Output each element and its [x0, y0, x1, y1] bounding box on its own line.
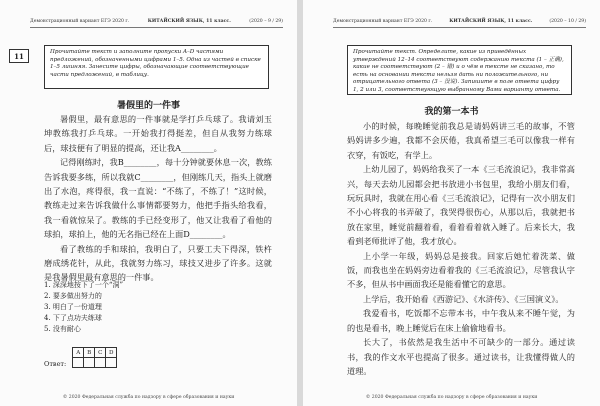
option: 2. 要多做出努力的: [44, 292, 102, 300]
paragraph: 上小学一年级，妈妈总是接我。回家后她忙着洗菜、做饭，而我也坐在妈妈旁边看着我的《三毛流浪记》，尽管我认字不多，但从书中画面我还是能看懂它的意思。: [347, 250, 575, 290]
answer-cell[interactable]: [73, 358, 84, 368]
answer-cell[interactable]: [106, 358, 117, 368]
question-number: 11: [9, 49, 29, 63]
page-right: [303, 0, 600, 406]
answer-cell[interactable]: [95, 358, 106, 368]
paragraph: 看了教练的手和球拍，我明白了，只要工夫下得深，铁杵磨成绣花针，从此，我就努力练习，球技又进步了许多。这就是我暑假里最有意思的一件事。: [44, 243, 272, 283]
paragraph: 上学后，我开始看《西游记》、《水浒传》、《三国演义》。: [363, 293, 564, 304]
text-title: 我的第一本书: [424, 107, 479, 117]
answer-col-header: C: [95, 348, 106, 358]
page-left: [0, 0, 297, 406]
header-right: (2020 – 9 / 29): [249, 19, 283, 24]
answer-col-header: B: [84, 348, 95, 358]
header-right: (2020 – 10 / 29): [549, 19, 586, 24]
text-body: [347, 119, 575, 378]
paragraph: 小的时候，每晚睡觉前我总是请妈妈讲三毛的故事，不管妈妈讲多少遍，我都不会厌倦，我真希望三毛可以像我一样有衣穿，有饭吃，有学上。: [347, 121, 575, 160]
instruction-box: Прочитайте текст и заполните пропуски A–D частями предложений, обозначенными цифрами 1–5. Одна из частей в списке 1–5 лишняя. Занесите цифры, обозначающие соответствующие части предложений, в таблицу.: [44, 45, 269, 89]
answer-area: [44, 347, 117, 368]
header-left: Демонстрационный вариант ЕГЭ 2020 г.: [333, 19, 433, 24]
instruction-box: Прочитайте текст. Определите, какие из приведённых утверждений 12–14 соответствуют содержанию текста (1 – 正确), какие не соответствуют (2 – 错) и о чём в тексте не сказано, то есть на основании текста нельзя дать ни положительного, ни отрицательного ответа (3 – 没说). Запишите в поле ответа цифру 1, 2 или 3, соответствующую выбранному Вами варианту ответа.: [347, 45, 572, 95]
option: 5. 没有耐心: [44, 325, 81, 333]
page-footer: © 2020 Федеральная служба по надзору в сфере образования и науки: [62, 395, 235, 400]
header-left: Демонстрационный вариант ЕГЭ 2020 г.: [30, 19, 130, 24]
paragraph: 我爱看书，吃饭都不忘带本书，中午我从来不睡午觉，为的也是看书，晚上睡觉后在床上偷偷地看书。: [347, 308, 575, 333]
text-title: 暑假里的一件事: [116, 101, 180, 111]
header-middle: КИТАЙСКИЙ ЯЗЫК, 11 класс.: [147, 19, 231, 24]
answer-cell[interactable]: [84, 358, 95, 368]
header-middle: КИТАЙСКИЙ ЯЗЫК, 11 класс.: [449, 19, 533, 24]
option: 3. 明白了一份道理: [44, 303, 102, 311]
option: 1. 深深地按下了一个“洞”: [44, 281, 124, 289]
page-footer: © 2020 Федеральная служба по надзору в сфере образования и науки: [365, 395, 538, 400]
options-list: [44, 280, 123, 335]
header-divider: [30, 27, 283, 28]
answer-col-header: D: [106, 348, 117, 358]
answer-col-header: A: [73, 348, 84, 358]
option: 4. 下了点功夫练球: [44, 314, 102, 322]
header-divider: [333, 27, 586, 28]
page-header: [30, 19, 283, 24]
text-body: [44, 112, 272, 285]
paragraph: 上幼儿园了，妈妈给我买了一本《三毛流浪记》，我非常高兴，每天去幼儿园都会把书放进小书包里，我给小朋友们看，玩玩具时，我就在用心看《三毛流浪记》，记得有一次小朋友们不小心将我的书弄破了，我哭得很伤心，从那以后，我就把书放在家里，睡觉前翻着看，看着看着就入睡了。后来长大，我看到老师批评了他，我才放心。: [347, 164, 575, 247]
answer-label: Ответ:: [44, 360, 67, 368]
paragraph: 记得刚练时，我B________，每十分钟就要休息一次，教练告诉我要多练，所以我就C________，但刚练几天，指头上就磨出了水泡，疼得很，我一直说：“不练了，不练了！”这时候，教练走过来告诉我做什么事情都要努力，他把手指头给我看，我一看就惊呆了。教练的手已经变形了，他又让我看了看他的球拍，球拍上，他的无名指已经在上面D________。: [44, 157, 272, 240]
paragraph: 长大了，书依然是我生活中不可缺少的一部分。通过读书，我的作文水平也提高了很多。通过读书，让我懂得做人的道理。: [347, 337, 575, 376]
page-header: [333, 19, 586, 24]
paragraph: 暑假里，最有意思的一件事就是学打乒乓球了。我请刘玉坤教练我打乒乓球。一开始我打得挺差，但自从我努力练球后，球技便有了明显的提高，还让我A________。: [44, 114, 272, 153]
answer-table: [72, 347, 117, 368]
